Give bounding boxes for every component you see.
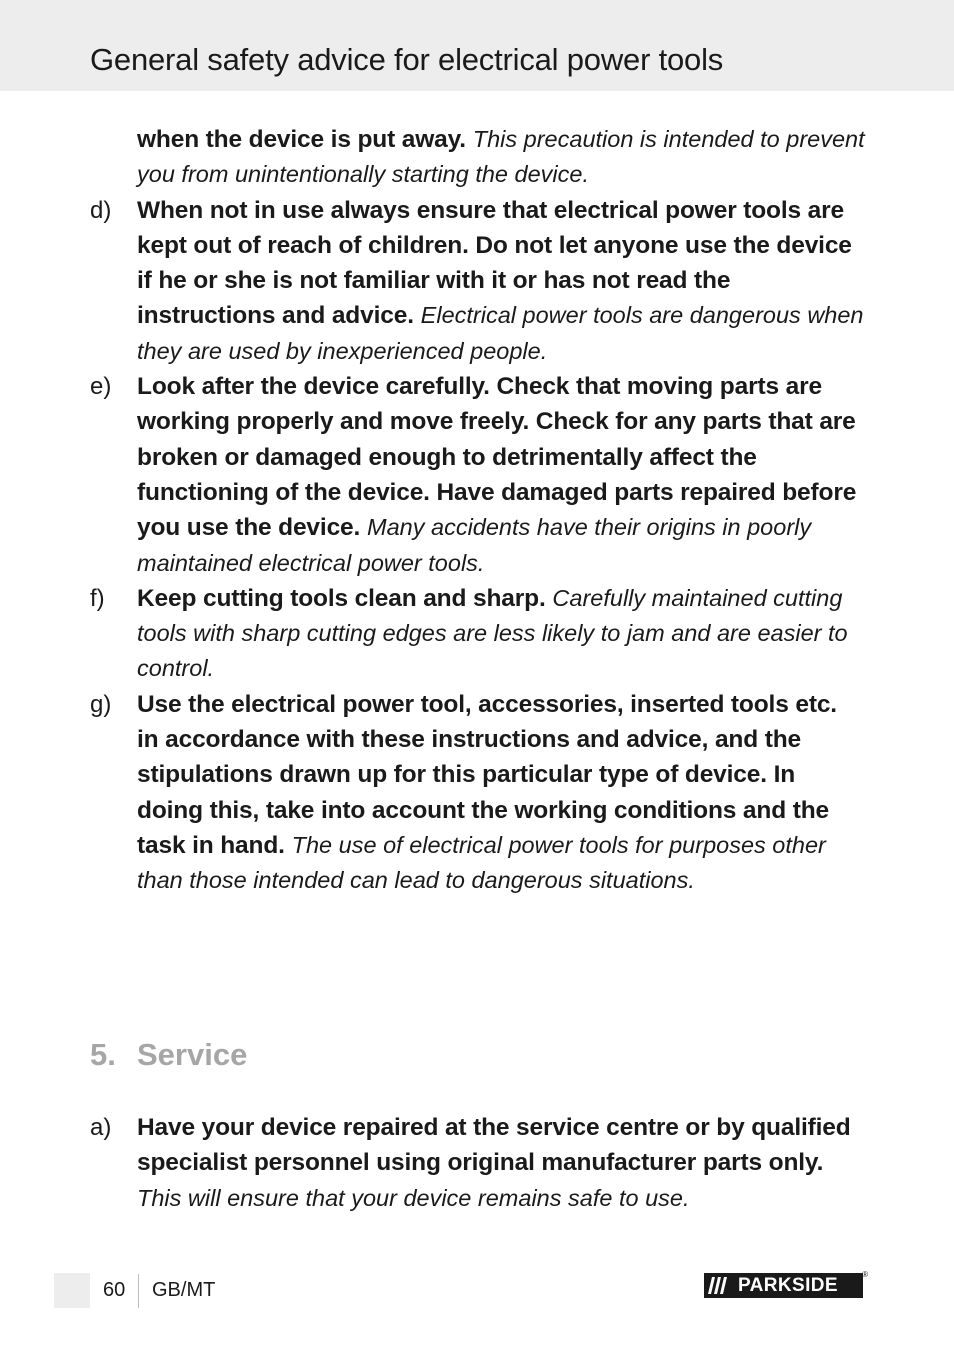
instruction-bold-text: Have your device repaired at the service centre or by qualified specialist personnel using original manufacturer parts only. [137,1114,851,1177]
instruction-bold-text: When not in use always ensure that electrical power tools are kept out of reach of children. Do not let anyone use the device if he or she is not familiar with it or has not read the instructions and advice. [137,196,852,330]
item-label: f) [90,584,105,612]
section-title: Service [137,1037,248,1072]
instruction-bold-text: Keep cutting tools clean and sharp. [137,584,546,612]
instruction-item-d [90,193,865,369]
instruction-item-f [90,581,865,687]
instruction-bold-text: when the device is put away. [137,126,466,153]
page-header-title: General safety advice for electrical power tools [90,42,724,77]
instruction-bold-text: Use the electrical power tool, accessories, inserted tools etc. in accordance with these instructions and advice, and the stipulations drawn up for this particular type of device. In doing this, take into account the working conditions and the task in hand. [137,690,837,859]
section-number: 5. [90,1037,116,1072]
item-label: e) [90,373,112,401]
instruction-item-continued [137,122,865,193]
instructions-list [0,122,954,899]
instruction-italic-text: Carefully maintained cutting tools with sharp cutting edges are less likely to jam and are easier to control. [137,584,848,682]
footer-divider [138,1274,139,1308]
logo-stripes-icon [704,1273,734,1298]
item-label: g) [90,690,112,718]
page-number: 60 [103,1279,126,1301]
footer-tab-box [54,1273,90,1308]
instruction-italic-text: Many accidents have their origins in poorly maintained electrical power tools. [137,514,812,576]
item-label: a) [90,1114,112,1141]
instruction-item-e [90,369,865,581]
brand-name: PARKSIDE [738,1275,838,1296]
service-instructions [0,1110,954,1216]
section-heading [90,1037,247,1073]
instruction-item-g [90,687,865,899]
instruction-italic-text: Electrical power tools are dangerous when they are used by inexperienced people. [137,302,864,364]
instruction-item-a [90,1110,865,1216]
item-label: d) [90,196,112,224]
registered-mark: ® [862,1270,868,1279]
instruction-italic-text: The use of electrical power tools for purposes other than those intended can lead to dangerous situations. [137,831,826,894]
instruction-italic-text: This precaution is intended to prevent you from unintentionally starting the device. [137,126,865,188]
instruction-italic-text: This will ensure that your device remains safe to use. [137,1184,690,1211]
instruction-bold-text: Look after the device carefully. Check that moving parts are working properly and move freely. Check for any parts that are broken or damaged enough to detrimentally affect the functioning of the device. Have damaged parts repaired before you use the device. [137,373,857,542]
locale-code: GB/MT [152,1279,216,1301]
parkside-logo [704,1270,868,1298]
